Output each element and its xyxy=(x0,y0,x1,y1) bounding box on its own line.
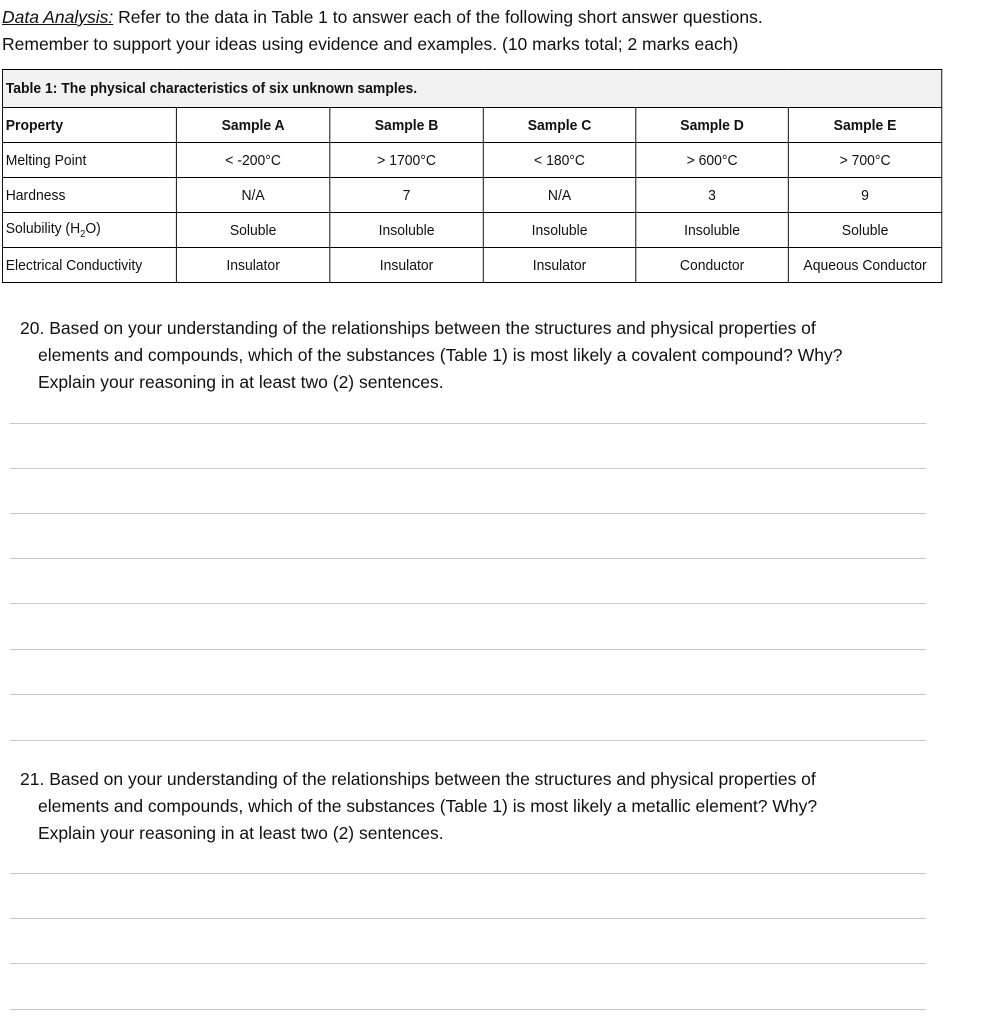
table-cell: Soluble xyxy=(788,213,941,248)
table-cell: 7 xyxy=(330,178,483,213)
table-cell: Aqueous Conductor xyxy=(788,248,941,283)
answer-line[interactable] xyxy=(10,873,926,874)
property-label: Melting Point xyxy=(2,143,176,178)
property-label: Electrical Conductivity xyxy=(2,248,176,283)
instructions-line-1 xyxy=(2,4,962,31)
table-row-hardness xyxy=(2,178,941,213)
table-cell: Insoluble xyxy=(330,213,483,248)
question-20 xyxy=(20,315,950,396)
table-row-conductivity xyxy=(2,248,941,283)
table-cell: Insulator xyxy=(483,248,636,283)
instructions-text-1: Refer to the data in Table 1 to answer each of the following short answer questions. xyxy=(113,7,763,27)
table-cell: Insoluble xyxy=(636,213,789,248)
table-row-solubility xyxy=(2,213,941,248)
header-sample-e: Sample E xyxy=(788,108,941,143)
header-sample-b: Sample B xyxy=(330,108,483,143)
question-21 xyxy=(20,766,950,847)
question-line: elements and compounds, which of the substances (Table 1) is most likely a metallic element? Why? xyxy=(38,796,818,816)
question-line xyxy=(20,315,950,342)
table-cell: < 180°C xyxy=(483,143,636,178)
table-cell: N/A xyxy=(483,178,636,213)
solubility-suffix: O) xyxy=(85,220,101,237)
question-text: Based on your understanding of the relationships between the structures and physical properties of xyxy=(44,769,816,789)
table-cell: > 700°C xyxy=(788,143,941,178)
question-text: Based on your understanding of the relationships between the structures and physical properties of xyxy=(44,318,816,338)
solubility-prefix: Solubility (H xyxy=(5,220,81,237)
header-property: Property xyxy=(2,108,176,143)
answer-line[interactable] xyxy=(10,603,926,604)
question-line xyxy=(20,766,950,793)
table-cell: > 1700°C xyxy=(330,143,483,178)
header-sample-d: Sample D xyxy=(636,108,789,143)
solubility-subscript: 2 xyxy=(80,229,86,240)
question-number: 21. xyxy=(20,769,45,789)
table-cell: N/A xyxy=(176,178,329,213)
question-line: Explain your reasoning in at least two (2) sentences. xyxy=(38,823,444,843)
table-cell: Soluble xyxy=(176,213,329,248)
header-sample-c: Sample C xyxy=(483,108,636,143)
section-title: Data Analysis: xyxy=(2,7,114,27)
answer-line[interactable] xyxy=(10,918,926,919)
table-cell: 3 xyxy=(636,178,789,213)
question-line: elements and compounds, which of the substances (Table 1) is most likely a covalent compound? Why? xyxy=(38,345,843,365)
property-label: Hardness xyxy=(2,178,176,213)
answer-line[interactable] xyxy=(10,513,926,514)
instructions xyxy=(2,4,962,58)
answer-line[interactable] xyxy=(10,740,926,741)
answer-line[interactable] xyxy=(10,423,926,424)
answer-line[interactable] xyxy=(10,468,926,469)
instructions-line-2: Remember to support your ideas using evidence and examples. (10 marks total; 2 marks each) xyxy=(2,34,739,54)
answer-line[interactable] xyxy=(10,963,926,964)
question-number: 20. xyxy=(20,318,45,338)
table-cell: Conductor xyxy=(636,248,789,283)
answer-line[interactable] xyxy=(10,694,926,695)
table-cell: > 600°C xyxy=(636,143,789,178)
header-sample-a: Sample A xyxy=(176,108,329,143)
answer-line[interactable] xyxy=(10,1009,926,1010)
table-cell: Insulator xyxy=(330,248,483,283)
table-cell: 9 xyxy=(788,178,941,213)
table-row-melting-point xyxy=(2,143,941,178)
data-table xyxy=(2,69,942,283)
property-label xyxy=(2,213,176,248)
table-header-row xyxy=(2,108,941,143)
table-caption: Table 1: The physical characteristics of six unknown samples. xyxy=(2,70,941,108)
table-cell: < -200°C xyxy=(176,143,329,178)
answer-line[interactable] xyxy=(10,558,926,559)
table-cell: Insoluble xyxy=(483,213,636,248)
table-cell: Insulator xyxy=(176,248,329,283)
answer-line[interactable] xyxy=(10,649,926,650)
question-line: Explain your reasoning in at least two (2) sentences. xyxy=(38,372,444,392)
